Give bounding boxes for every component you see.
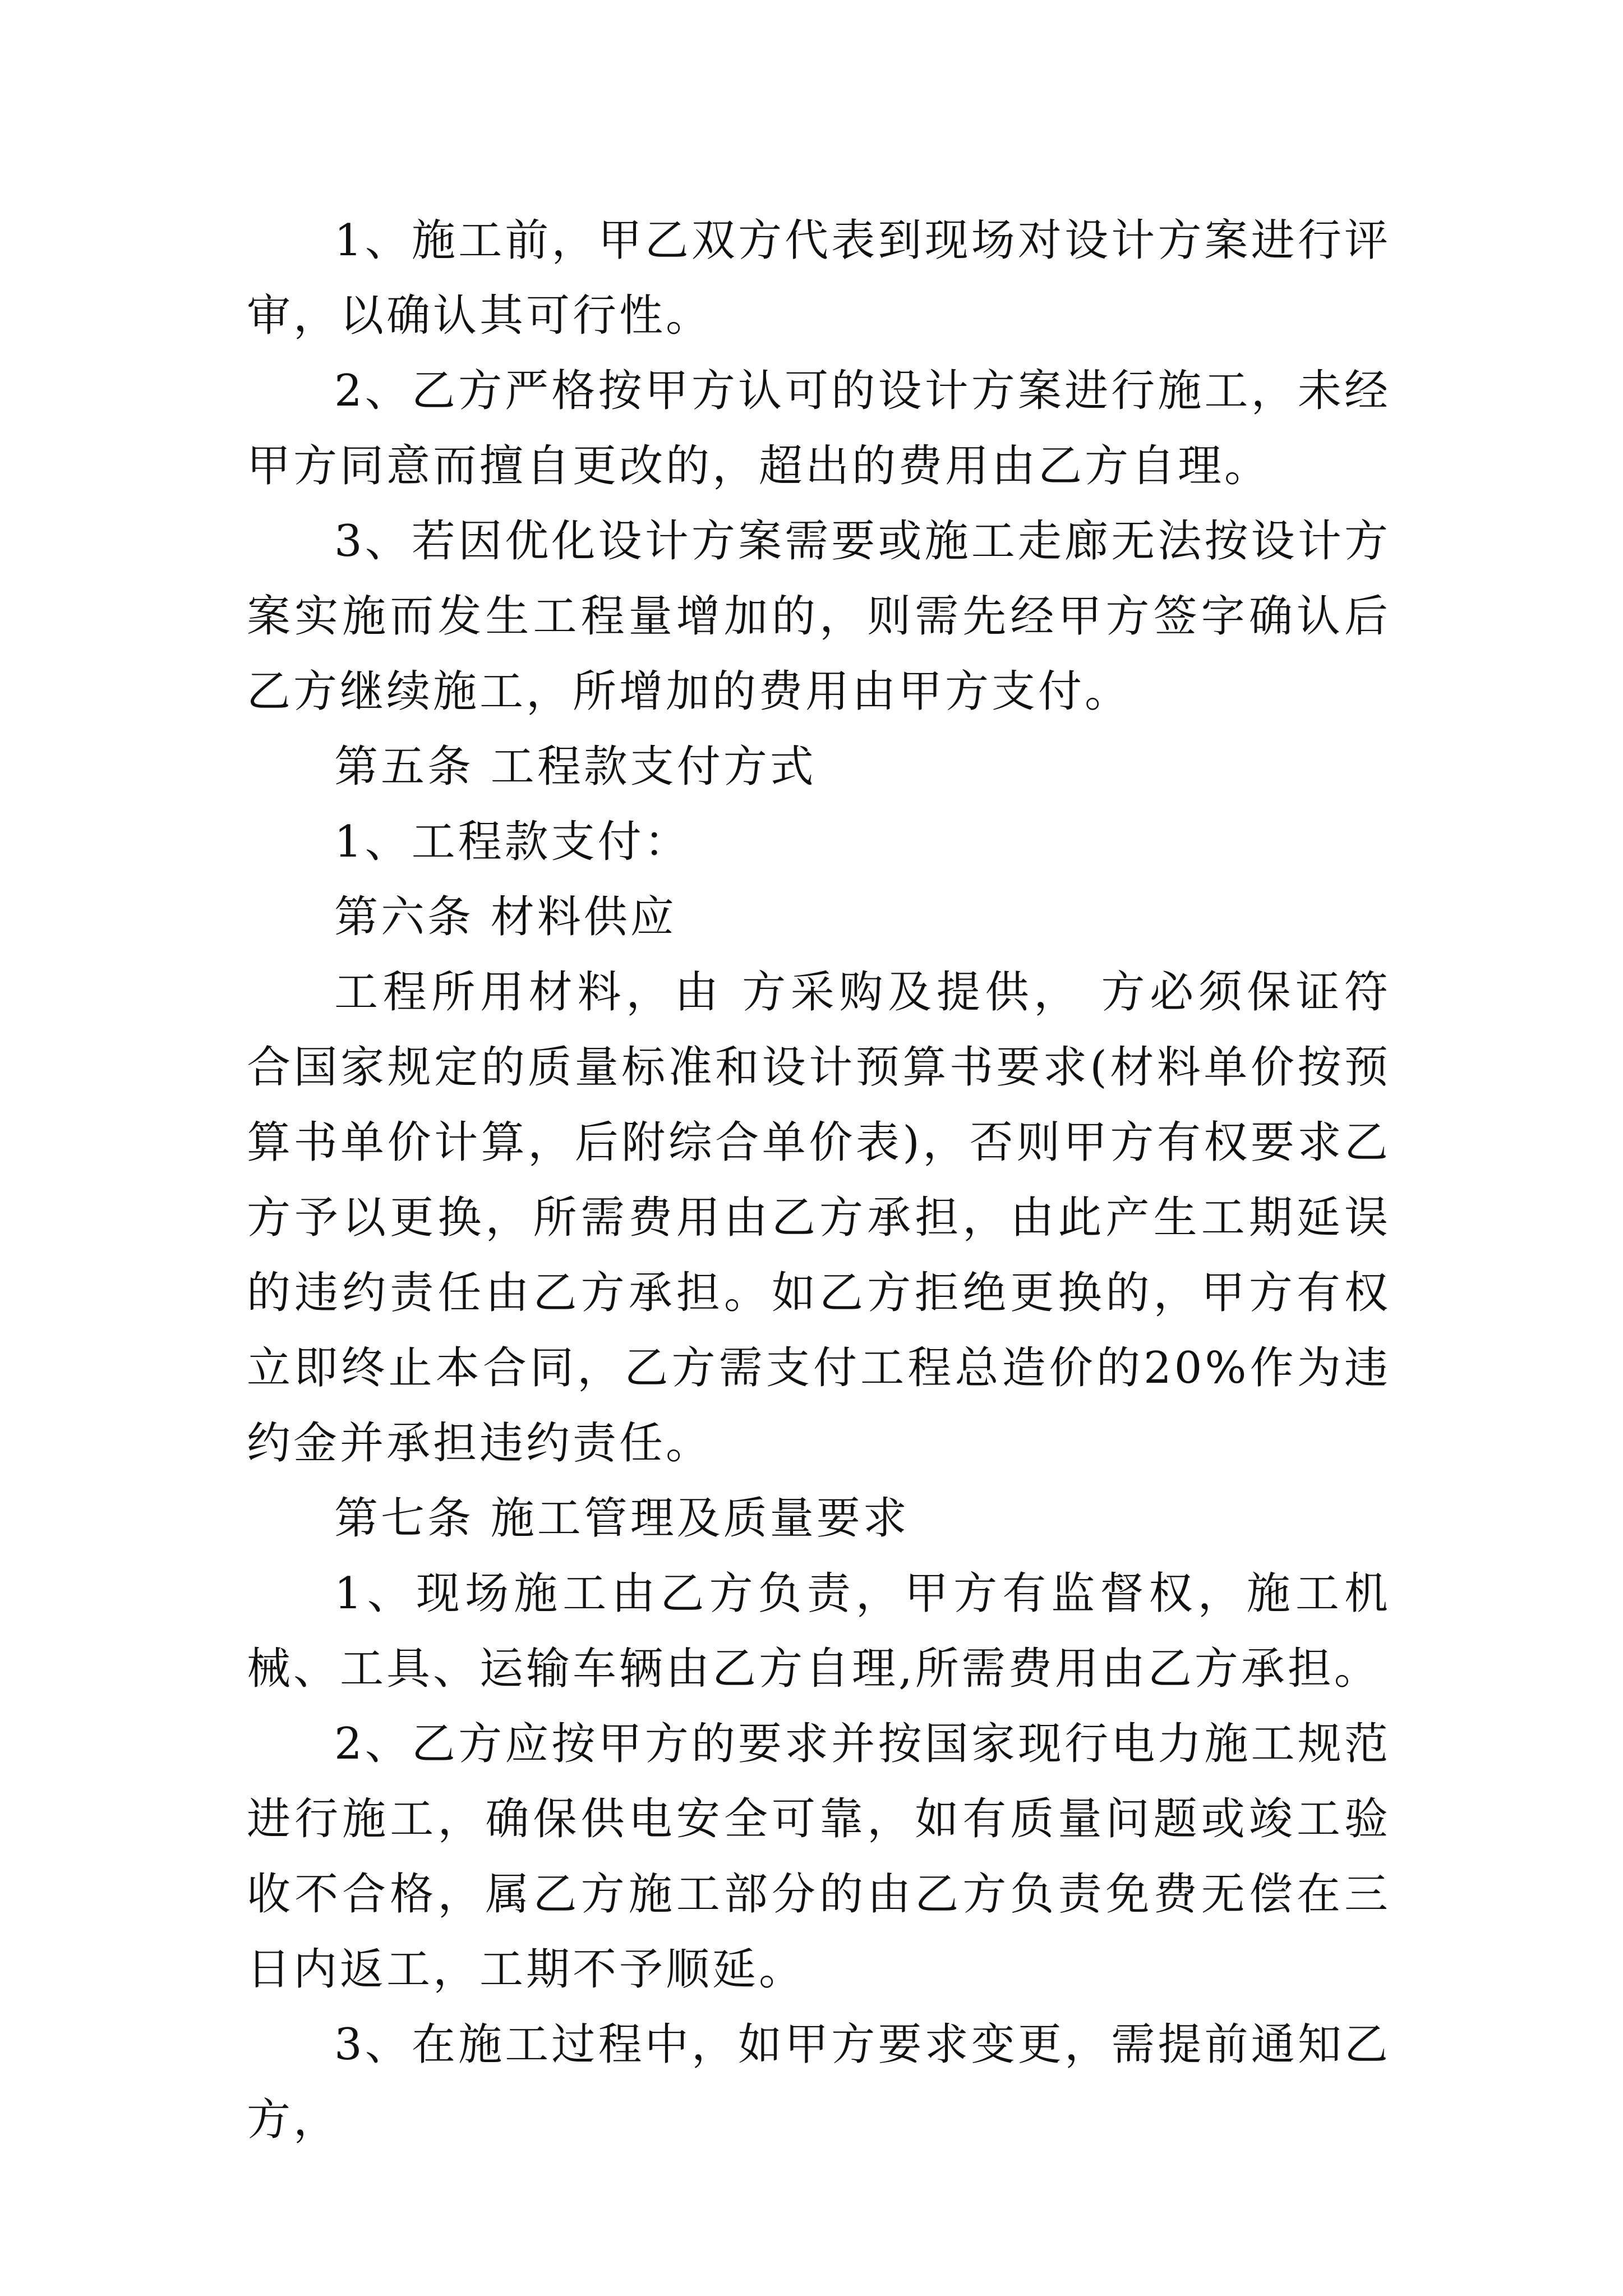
document-body (247, 203, 1391, 2157)
paragraph-materials: 工程所用材料，由 方采购及提供， 方必须保证符合国家规定的质量标准和设计预算书要求(材料单价按预算书单价计算，后附综合单价表)，否则甲方有权要求乙方予以更换，所需费用由乙方承担，由此产生工期延误的违约责任由乙方承担。如乙方拒绝更换的，甲方有权立即终止本合同，乙方需支付工程总造价的20%作为违约金并承担违约责任。 (247, 967, 1391, 1469)
paragraph-quantity-increase: 3、若因优化设计方案需要或施工走廊无法按设计方案实施而发生工程量增加的，则需先经甲方签字确认后乙方继续施工，所增加的费用由甲方支付。 (247, 516, 1391, 717)
paragraph-change-requests: 3、在施工过程中，如甲方要求变更，需提前通知乙方， (247, 2019, 1391, 2145)
paragraph-payment: 1、工程款支付： (334, 817, 691, 867)
paragraph-quality-standards: 2、乙方应按甲方的要求并按国家现行电力施工规范进行施工，确保供电安全可靠，如有质量问题或竣工验收不合格，属乙方施工部分的由乙方负责免费无偿在三日内返工，工期不予顺延。 (247, 1719, 1391, 1995)
paragraph-design-review: 1、施工前，甲乙双方代表到现场对设计方案进行评审，以确认其可行性。 (247, 215, 1391, 341)
paragraph-site-management: 1、现场施工由乙方负责，甲方有监督权，施工机械、工具、运输车辆由乙方自理,所需费用由乙方承担。 (247, 1568, 1391, 1694)
article-5-heading: 第五条 工程款支付方式 (334, 742, 817, 792)
article-7-heading: 第七条 施工管理及质量要求 (334, 1493, 910, 1544)
paragraph-construction-per-plan: 2、乙方严格按甲方认可的设计方案进行施工，未经甲方同意而擅自更改的，超出的费用由乙方自理。 (247, 366, 1391, 491)
article-6-heading: 第六条 材料供应 (334, 892, 677, 942)
